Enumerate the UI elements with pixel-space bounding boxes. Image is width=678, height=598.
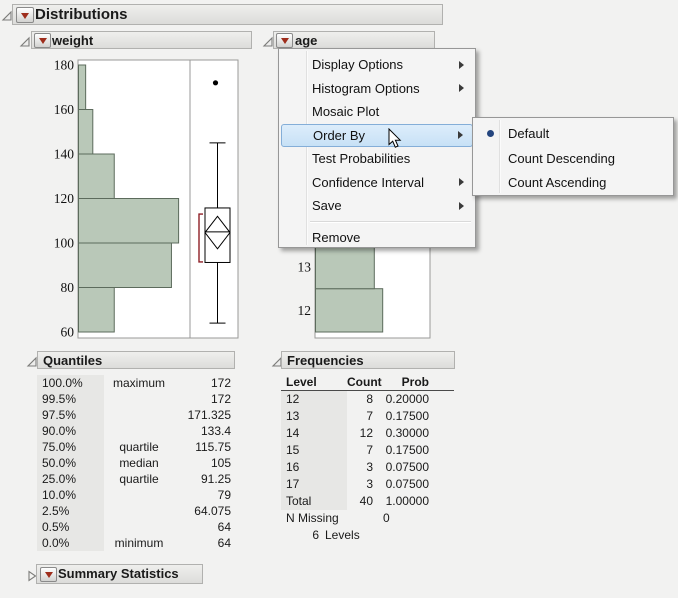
menu-item-label: Display Options xyxy=(312,57,404,72)
frequencies-row xyxy=(281,459,454,476)
submenu-arrow-icon xyxy=(459,84,464,92)
menu-item-order-by[interactable] xyxy=(281,124,473,147)
freq-prob-cell: 0.07500 xyxy=(385,477,429,491)
quantile-pct-cell: 100.0% xyxy=(37,375,104,391)
weight-title: weight xyxy=(52,33,94,48)
menu-item-histogram-options[interactable] xyxy=(281,77,473,100)
quantiles-row xyxy=(37,439,233,455)
frequencies-row xyxy=(281,425,454,442)
quantile-label-cell xyxy=(104,487,174,503)
freq-level-cell: 16 xyxy=(281,459,347,476)
quantile-value-cell: 64 xyxy=(217,520,231,534)
histogram-bar[interactable] xyxy=(79,154,115,199)
selected-bullet-icon xyxy=(487,130,494,137)
frequencies-table xyxy=(281,374,454,544)
quantiles-row xyxy=(37,407,233,423)
frequencies-row xyxy=(281,391,454,408)
quantile-value-cell: 172 xyxy=(210,392,231,406)
quantile-label-cell: quartile xyxy=(119,440,159,454)
freq-level-cell: 17 xyxy=(281,476,347,493)
freq-prob-cell: 0.17500 xyxy=(385,443,429,457)
histogram-bar[interactable] xyxy=(79,110,93,155)
red-triangle-icon xyxy=(21,13,29,19)
quantiles-row xyxy=(37,535,233,551)
quantile-pct-cell: 97.5% xyxy=(37,407,104,423)
outlier-point[interactable] xyxy=(213,80,218,85)
weight-histogram-chart xyxy=(40,58,240,342)
histogram-bar[interactable] xyxy=(79,243,172,288)
freq-count-cell: 3 xyxy=(366,460,373,474)
quantile-value-cell: 133.4 xyxy=(200,424,231,438)
quantile-label-cell xyxy=(104,407,174,423)
freq-count-cell: 7 xyxy=(366,443,373,457)
quantile-label-cell: median xyxy=(119,456,159,470)
freq-count-cell: 40 xyxy=(359,494,373,508)
menu-item-mosaic-plot[interactable] xyxy=(281,100,473,123)
quantiles-table xyxy=(37,375,233,551)
levels-value: 6 xyxy=(312,528,319,542)
distributions-title: Distributions xyxy=(35,6,128,23)
y-axis-tick-label: 140 xyxy=(53,146,74,162)
frequencies-col-header: Level xyxy=(286,375,317,389)
histogram-bar[interactable] xyxy=(79,65,86,110)
y-axis-tick-label: 80 xyxy=(60,280,74,295)
menu-item-save[interactable] xyxy=(281,194,473,217)
freq-level-cell: 13 xyxy=(281,408,347,425)
quantiles-row xyxy=(37,471,233,487)
n-missing-value: 0 xyxy=(383,511,390,525)
quantile-pct-cell: 50.0% xyxy=(37,455,104,471)
freq-level-cell: 14 xyxy=(281,425,347,442)
y-axis-tick-label: 60 xyxy=(60,324,74,340)
quantile-pct-cell: 99.5% xyxy=(37,391,104,407)
quantile-label-cell xyxy=(104,423,174,439)
quantiles-row xyxy=(37,503,233,519)
weight-red-triangle-button[interactable] xyxy=(34,33,51,48)
freq-level-cell: 15 xyxy=(281,442,347,459)
submenu-item-default[interactable] xyxy=(475,122,671,147)
levels-row xyxy=(281,527,454,544)
submenu-item-count-descending[interactable] xyxy=(475,146,671,171)
red-triangle-context-menu xyxy=(278,48,476,248)
freq-level-cell: 12 xyxy=(281,391,347,408)
levels-label: Levels xyxy=(325,528,360,542)
histogram-bar[interactable] xyxy=(79,288,115,333)
submenu-arrow-icon xyxy=(458,131,463,139)
y-axis-tick-label: 180 xyxy=(53,58,74,73)
frequencies-title: Frequencies xyxy=(287,353,364,368)
quantile-pct-cell: 25.0% xyxy=(37,471,104,487)
menu-item-label: Save xyxy=(312,198,342,213)
freq-count-cell: 7 xyxy=(366,409,373,423)
quantile-label-cell: minimum xyxy=(114,536,164,550)
quantile-pct-cell: 0.5% xyxy=(37,519,104,535)
quantiles-row xyxy=(37,455,233,471)
quantile-value-cell: 105 xyxy=(210,456,231,470)
submenu-arrow-icon xyxy=(459,202,464,210)
submenu-arrow-icon xyxy=(459,178,464,186)
quantiles-row xyxy=(37,519,233,535)
summary-statistics-red-triangle-button[interactable] xyxy=(40,567,57,582)
menu-item-label: Test Probabilities xyxy=(312,151,411,166)
freq-prob-cell: 0.30000 xyxy=(385,426,429,440)
age-title: age xyxy=(295,33,318,48)
menu-item-label: Histogram Options xyxy=(312,80,420,96)
menu-item-label: Order By xyxy=(313,127,366,143)
submenu-item-label: Count Descending xyxy=(508,150,615,166)
y-axis-tick-label: 13 xyxy=(297,259,311,275)
freq-count-cell: 8 xyxy=(366,392,373,406)
quantile-value-cell: 172 xyxy=(210,376,231,390)
freq-prob-cell: 1.00000 xyxy=(385,494,429,508)
freq-prob-cell: 0.07500 xyxy=(385,460,429,474)
menu-item-confidence-interval[interactable] xyxy=(281,171,473,194)
order-by-submenu xyxy=(472,117,674,196)
submenu-item-label: Count Ascending xyxy=(508,175,607,191)
y-axis-tick-label: 12 xyxy=(297,302,311,318)
quantile-value-cell: 64.075 xyxy=(194,504,231,518)
submenu-arrow-icon xyxy=(459,61,464,69)
quantiles-row xyxy=(37,391,233,407)
histogram-bar[interactable] xyxy=(79,199,179,244)
menu-item-label: Confidence Interval xyxy=(312,174,425,190)
menu-item-remove[interactable] xyxy=(281,226,473,249)
quantile-label-cell: maximum xyxy=(112,376,165,390)
quantile-value-cell: 115.75 xyxy=(195,440,231,454)
red-triangle-icon xyxy=(45,572,53,578)
age-red-triangle-button[interactable] xyxy=(276,33,293,48)
quantile-label-cell: quartile xyxy=(119,472,159,486)
y-axis-tick-label: 100 xyxy=(53,235,74,251)
quantile-value-cell: 91.25 xyxy=(200,472,231,486)
menu-item-label: Mosaic Plot xyxy=(312,104,380,119)
freq-prob-cell: 0.20000 xyxy=(385,392,429,406)
quantile-label-cell xyxy=(104,503,174,519)
y-axis-tick-label: 120 xyxy=(53,191,74,206)
frequencies-col-header: Count xyxy=(347,375,382,389)
summary-statistics-title: Summary Statistics xyxy=(58,566,179,581)
menu-item-display-options[interactable] xyxy=(281,53,473,76)
age-bar[interactable] xyxy=(316,289,383,332)
frequencies-row xyxy=(281,476,454,493)
quantile-pct-cell: 2.5% xyxy=(37,503,104,519)
quantile-value-cell: 79 xyxy=(217,488,231,502)
quantiles-title: Quantiles xyxy=(43,353,103,368)
quantile-label-cell xyxy=(104,391,174,407)
disclosure-open-icon[interactable] xyxy=(19,35,31,47)
mouse-cursor xyxy=(388,128,402,149)
quantile-value-cell: 171.325 xyxy=(187,408,231,422)
frequencies-row xyxy=(281,408,454,425)
frequencies-col-header: Prob xyxy=(401,375,429,389)
menu-separator xyxy=(310,221,471,223)
quantile-pct-cell: 0.0% xyxy=(37,535,104,551)
red-triangle-icon xyxy=(39,38,47,44)
freq-count-cell: 12 xyxy=(359,426,373,440)
menu-item-label: Remove xyxy=(312,229,361,245)
quantile-value-cell: 64 xyxy=(217,536,231,550)
y-axis-tick-label: 160 xyxy=(53,102,74,117)
freq-prob-cell: 0.17500 xyxy=(385,409,429,423)
n-missing-label: N Missing xyxy=(286,511,339,525)
quantile-pct-cell: 75.0% xyxy=(37,439,104,455)
freq-count-cell: 3 xyxy=(366,477,373,491)
submenu-item-count-ascending[interactable] xyxy=(475,171,671,196)
quantiles-row xyxy=(37,375,233,391)
distributions-red-triangle-button[interactable] xyxy=(16,7,34,23)
menu-item-test-probabilities[interactable] xyxy=(281,147,473,170)
n-missing-row xyxy=(281,510,454,527)
quantile-pct-cell: 10.0% xyxy=(37,487,104,503)
freq-level-cell: Total xyxy=(281,493,347,510)
quantile-pct-cell: 90.0% xyxy=(37,423,104,439)
frequencies-row xyxy=(281,493,454,510)
quantile-label-cell xyxy=(104,519,174,535)
frequencies-row xyxy=(281,442,454,459)
quantiles-row xyxy=(37,487,233,503)
red-triangle-icon xyxy=(281,38,289,44)
quantiles-row xyxy=(37,423,233,439)
submenu-item-label: Default xyxy=(508,126,550,142)
age-bar[interactable] xyxy=(316,245,375,288)
frequencies-header-row xyxy=(281,374,454,391)
